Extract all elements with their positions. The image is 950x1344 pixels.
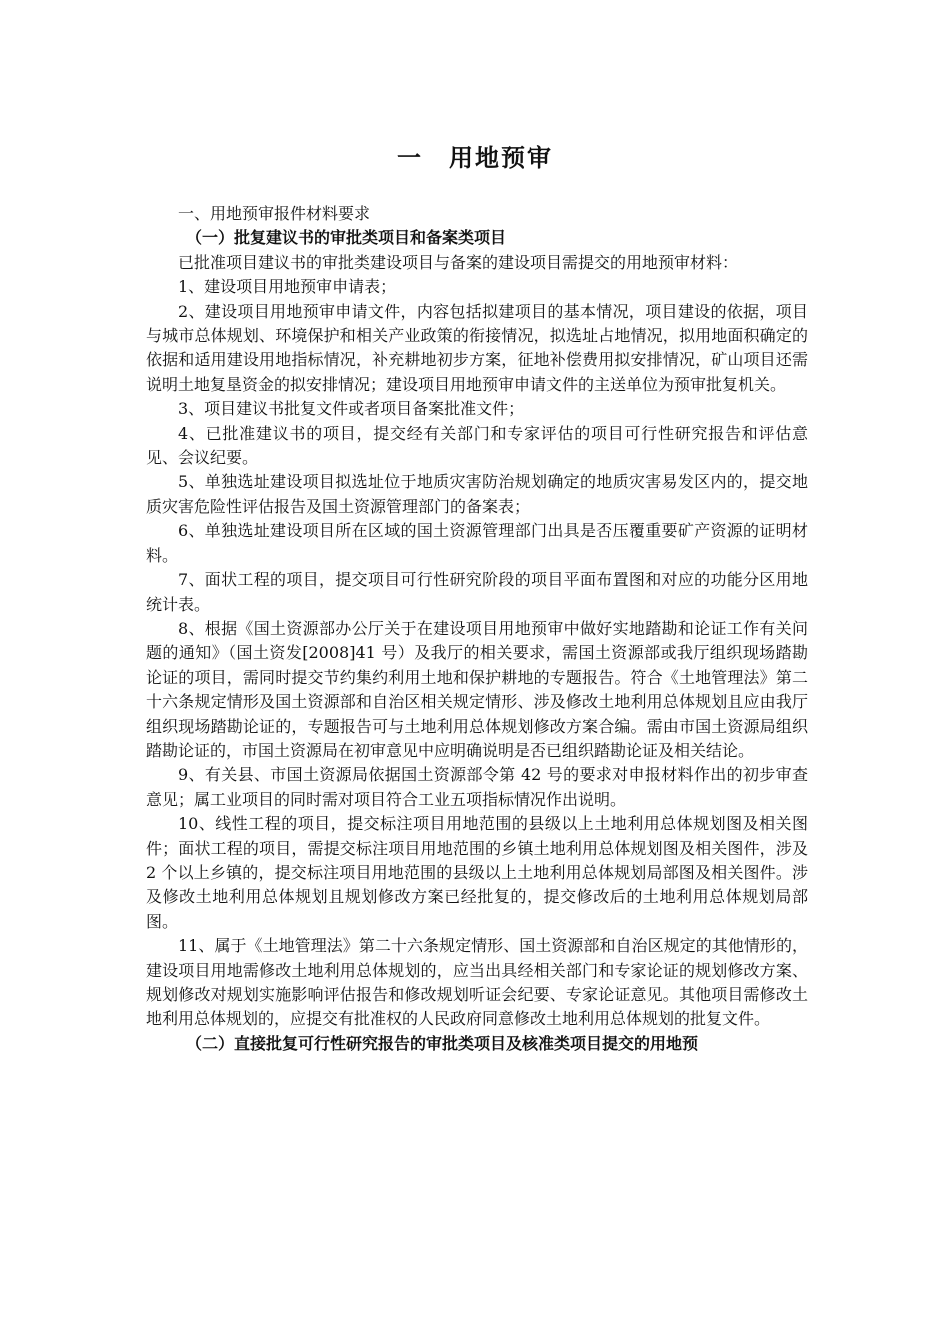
subsection-heading-1: （一）批复建议书的审批类项目和备案类项目 (186, 228, 507, 248)
document-body (146, 202, 808, 1056)
list-item-5: 5、单独选址建设项目拟选址位于地质灾害防治规划确定的地质灾害易发区内的，提交地质灾害危险性评估报告及国土资源管理部门的备案表； (146, 472, 808, 516)
list-item-9: 9、有关县、市国土资源局依据国土资源部令第 42 号的要求对申报材料作出的初步审查意见；属工业项目的同时需对项目符合工业五项指标情况作出说明。 (146, 765, 808, 809)
chapter-title: 一 用地预审 (397, 144, 553, 172)
list-item-6: 6、单独选址建设项目所在区域的国土资源管理部门出具是否压覆重要矿产资源的证明材料。 (146, 521, 808, 565)
list-item-11: 11、属于《土地管理法》第二十六条规定情形、国土资源部和自治区规定的其他情形的，建设项目用地需修改土地利用总体规划的，应当出具经相关部门和专家论证的规划修改方案、规划修改对规划实施影响评估报告和修改规划听证会纪要、专家论证意见。其他项目需修改土地利用总体规划的，应提交有批准权的人民政府同意修改土地利用总体规划的批复文件。 (146, 936, 808, 1029)
list-item-2: 2、建设项目用地预审申请文件，内容包括拟建项目的基本情况，项目建设的依据，项目与城市总体规划、环境保护和相关产业政策的衔接情况，拟选址占地情况，拟用地面积确定的依据和适用建设用地指标情况，补充耕地初步方案，征地补偿费用拟安排情况，矿山项目还需说明土地复垦资金的拟安排情况；建设项目用地预审申请文件的主送单位为预审批复机关。 (146, 301, 808, 394)
list-item-8: 8、根据《国土资源部办公厅关于在建设项目用地预审中做好实地踏勘和论证工作有关问题的通知》（国土资发[2008]41 号）及我厅的相关要求，需国土资源部或我厅组织现场踏勘论证的项目，需同时提交节约集约利用土地和保护耕地的专题报告。符合《土地管理法》第二十六条规定情形及国土资源部和自治区相关规定情形、涉及修改土地利用总体规划且应由我厅组织现场踏勘论证的，专题报告可与土地利用总体规划修改方案合编。需由市国土资源局组织踏勘论证的，市国土资源局在初审意见中应明确说明是否已组织踏勘论证及相关结论。 (146, 618, 808, 760)
list-item-10: 10、线性工程的项目，提交标注项目用地范围的县级以上土地利用总体规划图及相关图件；面状工程的项目，需提交标注项目用地范围的乡镇土地利用总体规划图及相关图件，涉及 2 个以上乡镇的，提交标注项目用地范围的县级以上土地利用总体规划局部图及相关图件。涉及修改土地利用总体规划且规划修改方案已经批复的，提交修改后的土地利用总体规划局部图。 (146, 814, 808, 931)
subsection-heading-2: （二）直接批复可行性研究报告的审批类项目及核准类项目提交的用地预 (186, 1033, 699, 1053)
section-heading: 一、用地预审报件材料要求 (178, 204, 371, 223)
list-item-1: 1、建设项目用地预审申请表； (178, 277, 397, 297)
list-item-4: 4、已批准建议书的项目，提交经有关部门和专家评估的项目可行性研究报告和评估意见、会议纪要。 (146, 423, 808, 468)
list-item-7: 7、面状工程的项目，提交项目可行性研究阶段的项目平面布置图和对应的功能分区用地统计表。 (146, 570, 808, 614)
list-item-3: 3、项目建议书批复文件或者项目备案批准文件； (178, 399, 525, 419)
intro-paragraph: 已批准项目建议书的审批类建设项目与备案的建设项目需提交的用地预审材料： (178, 252, 739, 272)
